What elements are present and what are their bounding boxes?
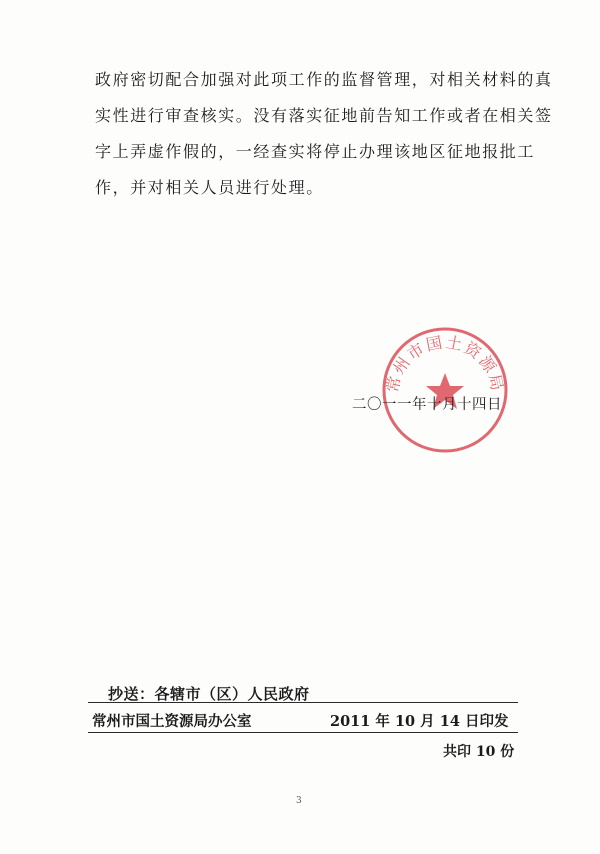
footer-divider-top bbox=[88, 702, 518, 703]
issue-date: 2011 年 10 月 14 日印发 bbox=[330, 713, 509, 730]
body-line-2: 实性进行审查核实。没有落实征地前告知工作或者在相关签 bbox=[95, 106, 553, 125]
body-line-3: 字上弄虚作假的，一经查实将停止办理该地区征地报批工 bbox=[95, 142, 536, 161]
svg-text:常州市国土资源局: 常州市国土资源局 bbox=[382, 332, 508, 395]
page-number: 3 bbox=[296, 796, 302, 806]
footer-divider-bottom bbox=[88, 732, 518, 733]
copies-count: 共印 10 份 bbox=[443, 744, 515, 760]
document-date: 二〇一一年十月十四日 bbox=[352, 397, 502, 413]
body-line-1: 政府密切配合加强对此项工作的监督管理，对相关材料的真 bbox=[95, 70, 553, 89]
cc-recipients: 抄送：各辖市（区）人民政府 bbox=[108, 685, 310, 703]
body-line-4: 作，并对相关人员进行处理。 bbox=[95, 178, 324, 197]
official-seal-icon bbox=[380, 325, 510, 455]
body-text bbox=[95, 70, 553, 216]
issuing-office: 常州市国土资源局办公室 bbox=[92, 713, 252, 730]
